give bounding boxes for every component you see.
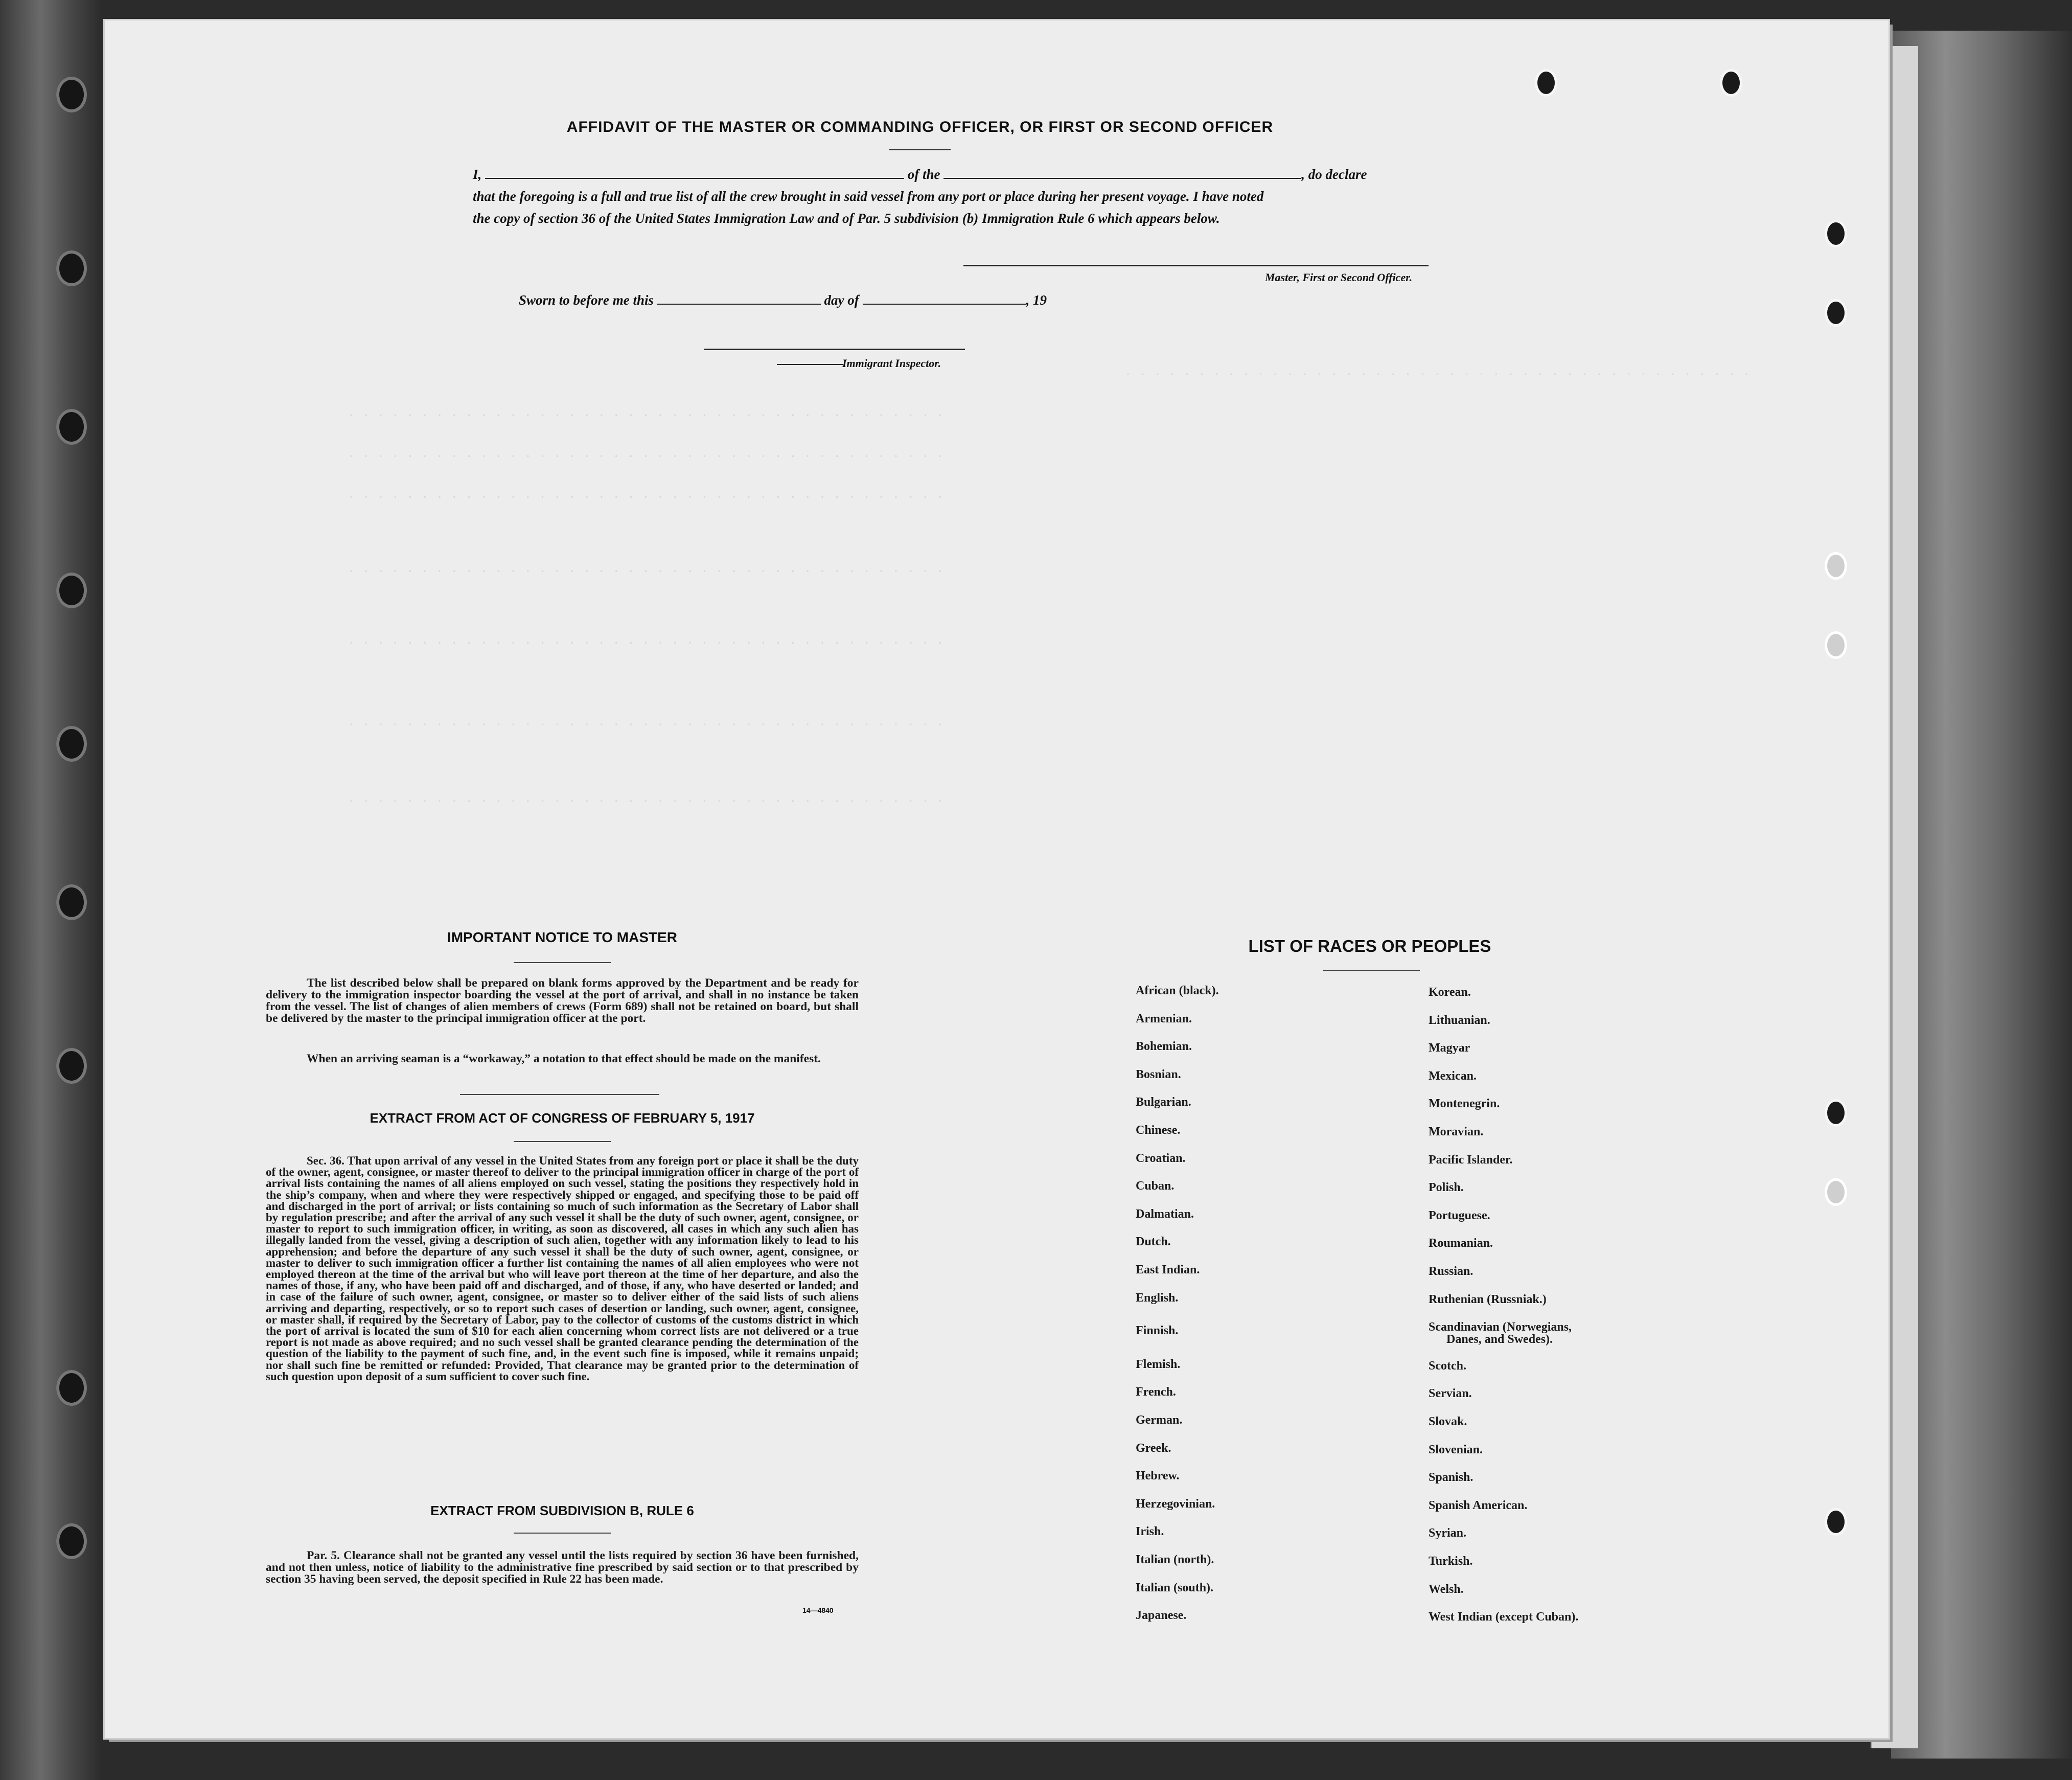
form-number: 14—4840 (802, 1606, 834, 1614)
do-declare-label: , do declare (1301, 167, 1367, 182)
race-item: Italian (north). (1136, 1553, 1214, 1566)
race-item: Magyar (1429, 1041, 1470, 1055)
punch-hole (1825, 631, 1847, 659)
binder-hole (56, 250, 87, 286)
punch-hole (1825, 1099, 1847, 1127)
bleed-through-text: . . . . . . . . . . . . . . . . . . . . . . . . . . . . . . . . . . . . . . . . . (348, 716, 944, 729)
affidavit-line-3: the copy of section 36 of the United States Immigration Law and of Par. 5 subdivision (b) Immigration Rule 6 which appears below. (473, 211, 1220, 226)
affidavit-body (473, 164, 1454, 230)
vessel-blank[interactable] (943, 167, 1301, 179)
race-item: English. (1136, 1291, 1179, 1305)
race-item: Flemish. (1136, 1358, 1181, 1371)
notice-title-rule (514, 962, 611, 963)
bleed-through-text: . . . . . . . . . . . . . . . . . . . . . . . . . . . . . . . . . . . . . . . . . (348, 488, 944, 502)
manifest-page (105, 20, 1889, 1738)
race-item: Montenegrin. (1429, 1097, 1500, 1110)
race-item: Pacific Islander. (1429, 1153, 1513, 1167)
binder-hole (56, 884, 87, 920)
races-title-rule (1323, 970, 1420, 971)
race-item: Roumanian. (1429, 1237, 1493, 1250)
races-title: LIST OF RACES OR PEOPLES (1248, 937, 1491, 955)
race-item: Hebrew. (1136, 1469, 1180, 1482)
punch-hole (1720, 69, 1742, 97)
race-item: Finnish. (1136, 1324, 1179, 1337)
race-item: Syrian. (1429, 1526, 1467, 1540)
race-item: Dutch. (1136, 1235, 1171, 1248)
binder-hole (56, 726, 87, 762)
punch-hole (1825, 299, 1847, 327)
name-blank[interactable] (485, 167, 904, 179)
race-item: Croatian. (1136, 1152, 1186, 1165)
race-item: Dalmatian. (1136, 1207, 1194, 1221)
race-item: Turkish. (1429, 1555, 1473, 1568)
race-item: Ruthenian (Russniak.) (1429, 1293, 1547, 1306)
race-item: Moravian. (1429, 1125, 1484, 1138)
binder-hole (56, 573, 87, 608)
punch-hole (1825, 1508, 1847, 1536)
race-item: Scotch. (1429, 1359, 1466, 1373)
race-item: Korean. (1429, 986, 1471, 999)
punch-hole (1535, 69, 1557, 97)
race-item: West Indian (except Cuban). (1429, 1610, 1579, 1624)
race-item: Servian. (1429, 1387, 1472, 1400)
race-item: Lithuanian. (1429, 1014, 1490, 1027)
rule-title-rule (514, 1533, 611, 1534)
sworn-day-blank[interactable] (657, 292, 821, 305)
affidavit-line-2: that the foregoing is a full and true list of all the crew brought in said vessel from any port or place during her present voyage. I have noted (473, 189, 1264, 204)
race-item: African (black). (1136, 984, 1219, 997)
master-signature-line[interactable] (963, 265, 1429, 266)
binder-hole (56, 409, 87, 445)
race-item: Slovak. (1429, 1415, 1467, 1428)
rule-par-5-text: Par. 5. Clearance shall not be granted any vessel until the lists required by section 36 have been furnished, and not then unless, notice of liability to the administrative fine prescribed by said section or to that prescribed by section 35 having been served, the deposit specified in Rule 22 has been made. (266, 1549, 859, 1586)
binder-left-edge (0, 0, 102, 1780)
binder-right-edge (1891, 31, 2072, 1759)
bleed-through-text: . . . . . . . . . . . . . . . . . . . . . . . . . . . . . . . . . . . . . . . . . (348, 792, 944, 806)
race-item: Mexican. (1429, 1069, 1477, 1083)
sworn-month-blank[interactable] (863, 292, 1026, 305)
race-item: Portuguese. (1429, 1209, 1490, 1222)
binder-hole (56, 1370, 87, 1406)
binder-hole (56, 1048, 87, 1084)
binder-hole (56, 77, 87, 112)
inspector-signature-line[interactable] (704, 349, 965, 350)
race-item: Spanish American. (1429, 1499, 1528, 1512)
bleed-through-text: . . . . . . . . . . . . . . . . . . . . . . . . . . . . . . . . . . . . . . . . . (348, 447, 944, 461)
race-item: Herzegovinian. (1136, 1497, 1215, 1511)
section-divider (460, 1094, 659, 1095)
notice-paragraph-2: When an arriving seaman is a “workaway,” a notation to that effect should be made on the manifest. (307, 1052, 821, 1065)
binder-hole (56, 1523, 87, 1559)
race-item: Greek. (1136, 1442, 1171, 1455)
race-item: Spanish. (1429, 1471, 1474, 1484)
sworn-line (519, 292, 1132, 308)
race-item: Chinese. (1136, 1124, 1181, 1137)
race-item: Welsh. (1429, 1583, 1464, 1596)
bleed-through-text: . . . . . . . . . . . . . . . . . . . . . . . . . . . . . . . . . . . . . . . . . . . (1124, 366, 1751, 379)
punch-hole (1825, 220, 1847, 247)
race-item: Scandinavian (Norwegians, (1429, 1320, 1572, 1334)
inspector-short-rule (777, 364, 843, 365)
race-item: Italian (south). (1136, 1581, 1214, 1594)
bleed-through-text: . . . . . . . . . . . . . . . . . . . . . . . . . . . . . . . . . . . . . . . . . (348, 406, 944, 420)
race-item: East Indian. (1136, 1263, 1200, 1276)
affidavit-i-label: I, (473, 167, 482, 182)
notice-title: IMPORTANT NOTICE TO MASTER (447, 929, 678, 945)
year-label: , 19 (1026, 292, 1047, 308)
day-of-label: day of (824, 292, 859, 308)
bleed-through-text: . . . . . . . . . . . . . . . . . . . . . . . . . . . . . . . . . . . . . . . . . (348, 562, 944, 576)
race-item: Slovenian. (1429, 1443, 1483, 1456)
punch-hole (1825, 1178, 1847, 1206)
race-item: Bosnian. (1136, 1068, 1181, 1081)
race-item: Armenian. (1136, 1012, 1192, 1025)
race-item: Japanese. (1136, 1609, 1187, 1622)
affidavit-line-1 (473, 164, 1454, 186)
title-rule (889, 149, 951, 150)
of-the-label: of the (907, 167, 940, 182)
race-item: German. (1136, 1413, 1183, 1427)
race-item: Russian. (1429, 1265, 1474, 1278)
race-item: French. (1136, 1385, 1176, 1399)
race-item: Bohemian. (1136, 1040, 1192, 1053)
act-extract-title: EXTRACT FROM ACT OF CONGRESS OF FEBRUARY 5, 1917 (370, 1110, 755, 1126)
punch-hole (1825, 552, 1847, 580)
race-item: Polish. (1429, 1181, 1464, 1194)
rule-extract-title: EXTRACT FROM SUBDIVISION B, RULE 6 (430, 1503, 694, 1518)
race-item: Irish. (1136, 1525, 1164, 1538)
master-signature-label: Master, First or Second Officer. (1265, 271, 1413, 284)
notice-paragraph-1: The list described below shall be prepared on blank forms approved by the Department and be ready for delivery to the immigration inspector boarding the vessel at the port of arrival, and shall in no instance be taken from the vessel. The list of changes of alien members of crews (Form 689) shall not be retained on board, but shall be delivered by the master to the principal immigration officer at the port. (266, 976, 859, 1025)
bleed-through-text: . . . . . . . . . . . . . . . . . . . . . . . . . . . . . . . . . . . . . . . . . (348, 634, 944, 648)
act-section-36-text: Sec. 36. That upon arrival of any vessel in the United States from any foreign port or place it shall be the duty of the owner, agent, consignee, or master thereof to deliver to the principal immigration officer in charge of the port of arrival lists containing the names of all aliens employed on such vessel, stating the positions they respectively hold in the ship’s company, when and where they were respectively shipped or engaged, and specifying those to be paid off and discharged in the port of arrival; or lists containing so much of such information as the Secretary of Labor shall by regulation prescribe; and after the arrival of any such vessel it shall be the duty of such owner, agent, consignee, or master to report to such immigration officer, in writing, as soon as discovered, all cases in which any such alien has illegally landed from the vessel, giving a description of such alien, together with any information likely to lead to his apprehension; and before the departure of any such vessel it shall be the duty of such owner, agent, consignee, or master to deliver to such immigration officer a further list containing the names of all alien employees who were not employed thereon at the time of the arrival but who will leave port thereon at the time of her departure, and also the names of those, if any, who have been paid off and discharged, and of those, if any, who have deserted or landed; and in case of the failure of such owner, agent, consignee, or master so to deliver either of the said lists of such aliens arriving and departing, respectively, or so to report such cases of desertion or landing, such owner, agent, consignee, or master shall, if required by the Secretary of Labor, pay to the collector of customs of the customs district in which the port of arrival is located the sum of $10 for each alien concerning whom correct lists are not delivered or a true report is not made as above required; and no such vessel shall be granted clearance pending the determination of the question of the liability to the payment of such fine, and, in the event such fine is imposed, while it remains unpaid; nor shall such fine be remitted or refunded: Provided, That clearance may be granted prior to the determination of such question upon deposit of a sum sufficient to cover such fine. (266, 1154, 859, 1383)
race-item: Cuban. (1136, 1179, 1175, 1193)
sworn-label: Sworn to before me this (519, 292, 654, 308)
affidavit-title: AFFIDAVIT OF THE MASTER OR COMMANDING OFFICER, OR FIRST OR SECOND OFFICER (566, 119, 1274, 135)
race-item: Bulgarian. (1136, 1096, 1191, 1109)
race-item: Danes, and Swedes). (1446, 1333, 1553, 1346)
act-title-rule (514, 1141, 611, 1142)
inspector-label: Immigrant Inspector. (842, 357, 941, 370)
